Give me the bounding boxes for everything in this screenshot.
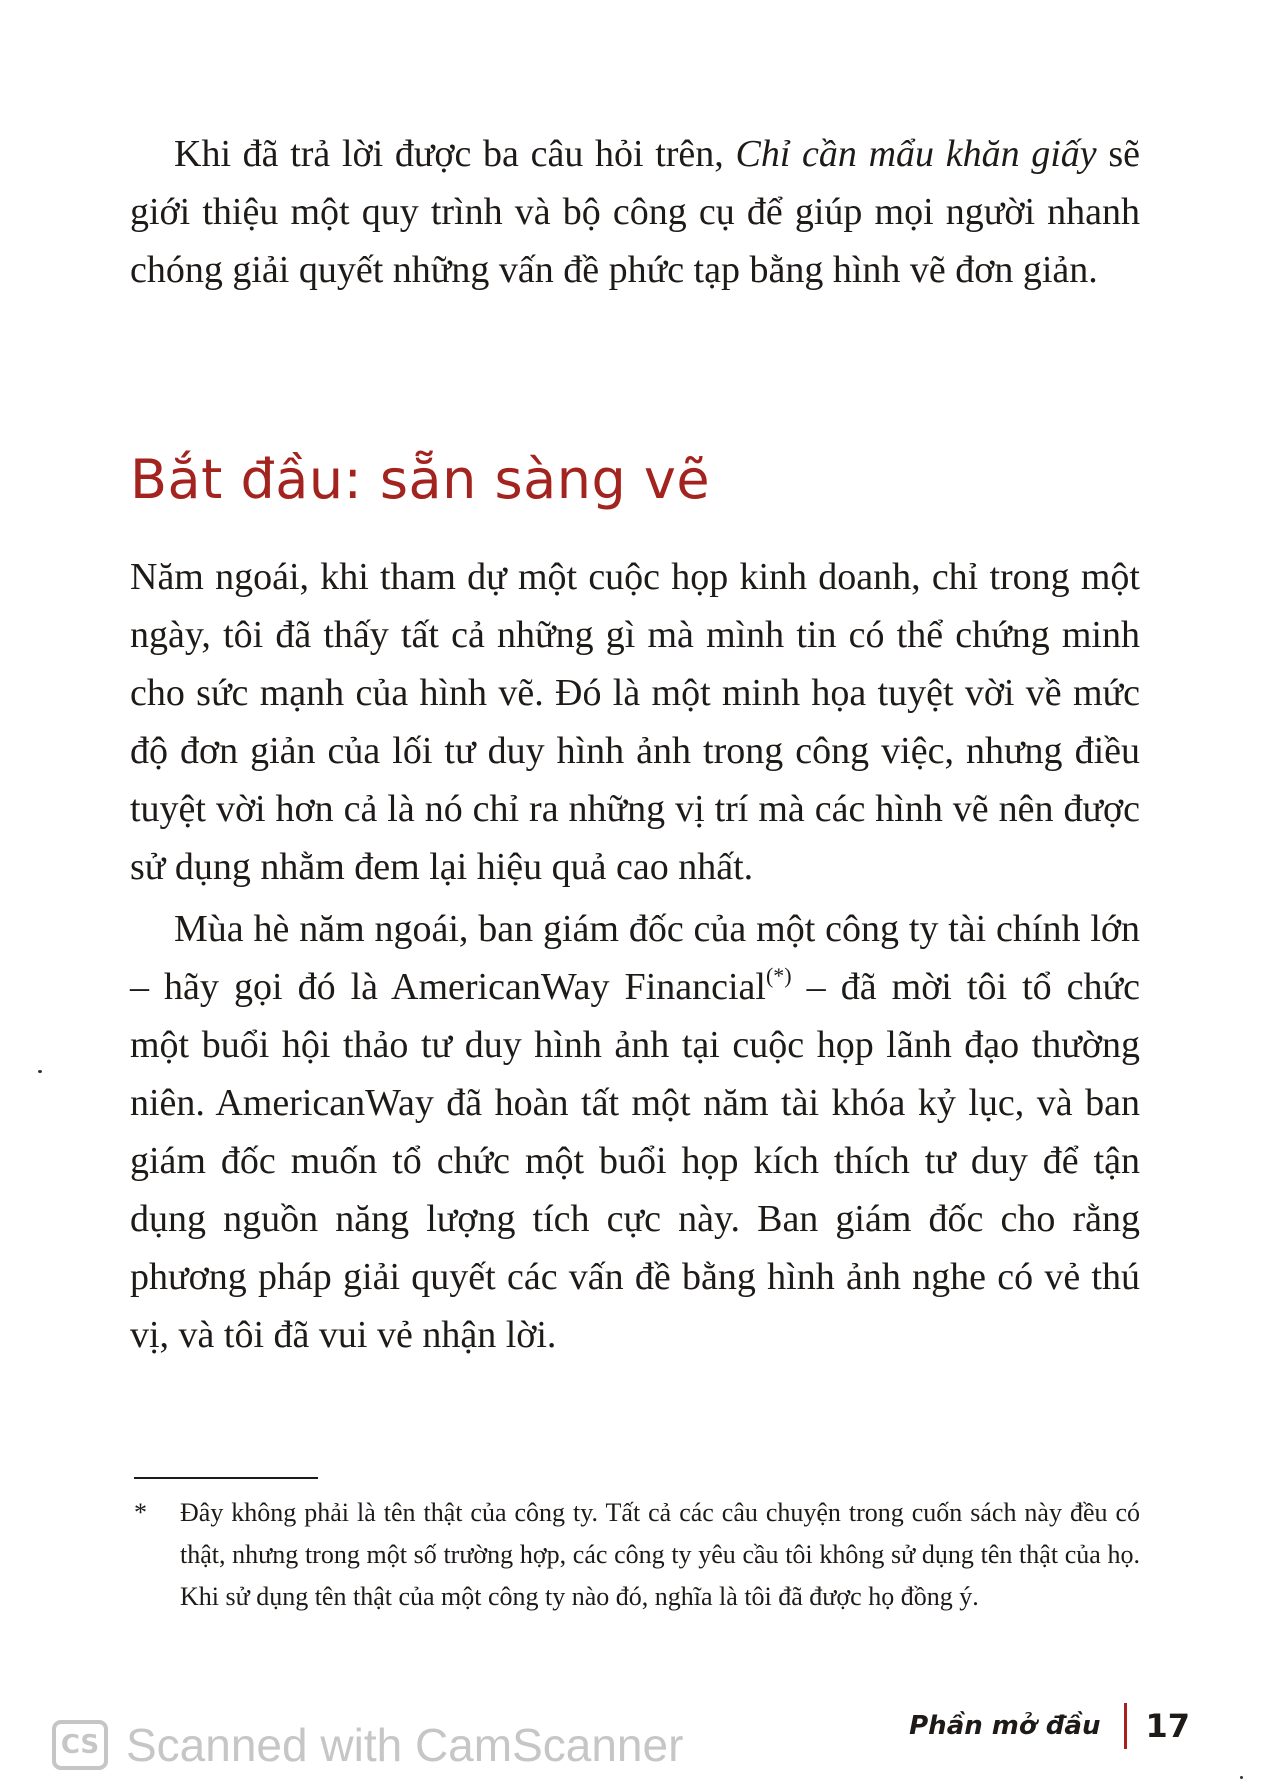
paragraph-2-after-note: – đã mời tôi tổ chức một buổi hội thảo tư duy hình ảnh tại cuộc họp lãnh đạo thường niên. AmericanWay đã hoàn tất một năm tài khóa kỷ lục, và ban giám đốc muốn tổ chức một buổi họp kích thích tư duy để tận dụng nguồn năng lượng tích cực này. Ban giám đốc cho rằng phương pháp giải quyết các vấn đề bằng hình ảnh nghe có vẻ thú vị, và tôi đã vui vẻ nhận lời. (130, 966, 1141, 1356)
camscanner-watermark (52, 1718, 683, 1772)
footnote (134, 1492, 1140, 1618)
footnote-divider (134, 1477, 318, 1479)
footnote-marker: * (134, 1498, 147, 1527)
page-number: 17 (1145, 1707, 1190, 1745)
page-footer (909, 1702, 1190, 1750)
paragraph-2 (130, 900, 1140, 1364)
footnote-reference: (*) (765, 963, 792, 988)
intro-lead: Khi đã trả lời được ba câu hỏi trên, (174, 133, 736, 175)
camscanner-logo-icon: CS (52, 1720, 108, 1770)
scan-speck (1240, 1776, 1243, 1779)
paragraph-2-before-note: Mùa hè năm ngoái, ban giám đốc của một công ty tài chính lớn – hãy gọi đó là AmericanWay Financial (130, 908, 1140, 1008)
section-heading: Bắt đầu: sẵn sàng vẽ (130, 448, 711, 511)
book-title: Chỉ cần mẩu khăn giấy (735, 133, 1097, 175)
intro-paragraph (130, 125, 1140, 299)
footer-divider (1124, 1703, 1127, 1749)
intro-rest: sẽ giới thiệu một quy trình và bộ công cụ để giúp mọi người nhanh chóng giải quyết những vấn đề phức tạp bằng hình vẽ đơn giản. (130, 133, 1140, 291)
watermark-text: Scanned with CamScanner (126, 1719, 684, 1771)
running-title: Phần mở đầu (909, 1711, 1101, 1741)
footnote-text: Đây không phải là tên thật của công ty. Tất cả các câu chuyện trong cuốn sách này đều có thật, nhưng trong một số trường hợp, các công ty yêu cầu tôi không sử dụng tên thật của họ. Khi sử dụng tên thật của một công ty nào đó, nghĩa là tôi đã được họ đồng ý. (180, 1498, 1140, 1611)
paragraph-1: Năm ngoái, khi tham dự một cuộc họp kinh doanh, chỉ trong một ngày, tôi đã thấy tất cả những gì mà mình tin có thể chứng minh cho sức mạnh của hình vẽ. Đó là một minh họa tuyệt vời về mức độ đơn giản của lối tư duy hình ảnh trong công việc, nhưng điều tuyệt vời hơn cả là nó chỉ ra những vị trí mà các hình vẽ nên được sử dụng nhằm đem lại hiệu quả cao nhất. (130, 556, 1140, 888)
scan-speck (38, 1070, 42, 1073)
